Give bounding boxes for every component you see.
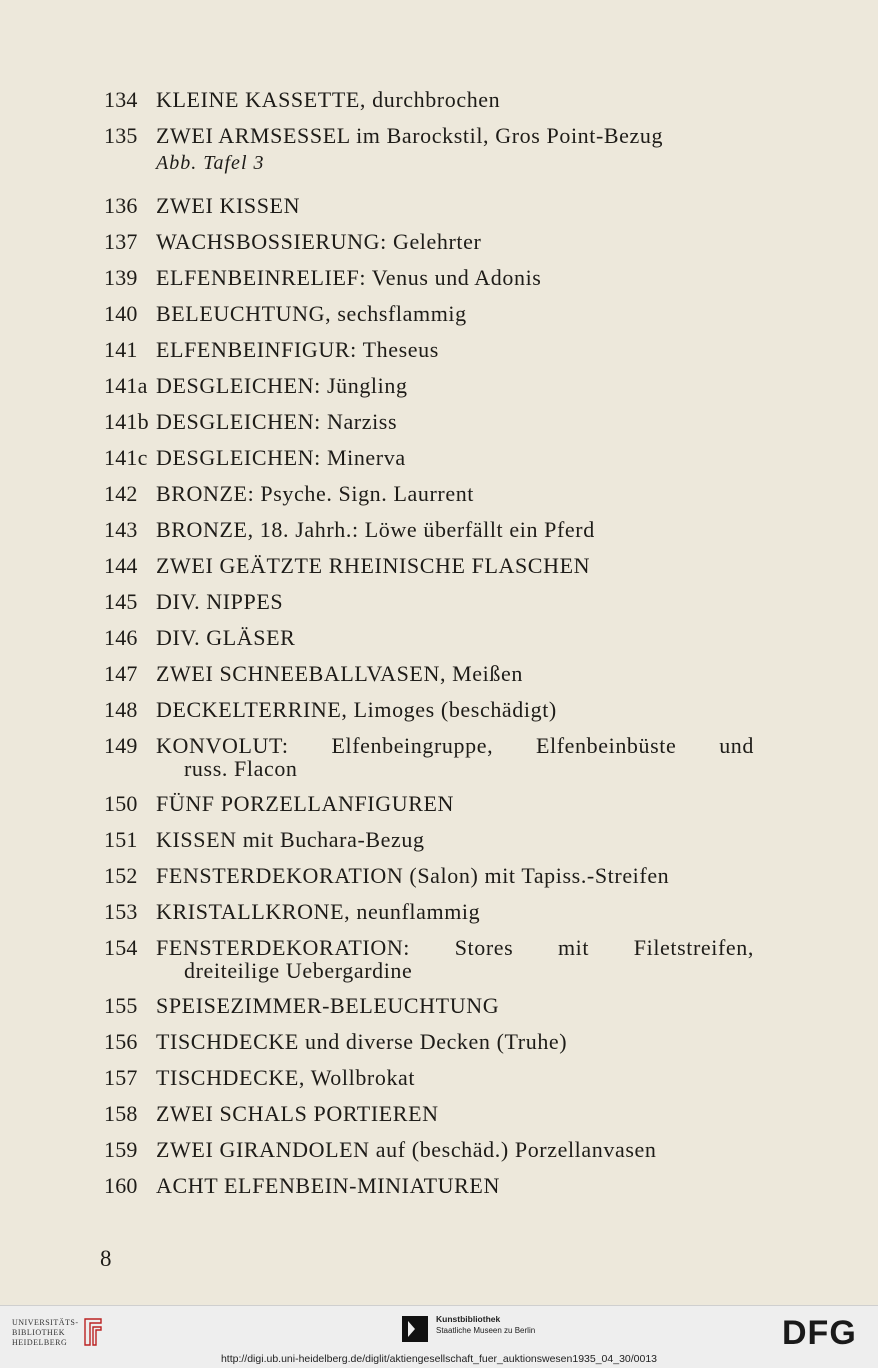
lot-description: TISCHDECKE, Wollbrokat <box>156 1065 416 1090</box>
lot-number: 134 <box>104 87 138 112</box>
list-item <box>104 266 754 289</box>
lot-number: 135 <box>104 123 138 148</box>
kunstbibliothek-name: Kunstbibliothek <box>436 1314 501 1324</box>
list-item <box>104 936 754 982</box>
lot-number: 136 <box>104 193 138 218</box>
lot-number: 157 <box>104 1065 138 1090</box>
lot-description: DIV. GLÄSER <box>156 625 296 650</box>
lot-number: 137 <box>104 229 138 254</box>
lot-description: ACHT ELFENBEIN-MINIATUREN <box>156 1173 500 1198</box>
lot-number: 145 <box>104 589 138 614</box>
lot-description: KONVOLUT: Elfenbeingruppe, Elfenbeinbüste und <box>156 733 754 758</box>
lot-number: 143 <box>104 517 138 542</box>
lot-number: 160 <box>104 1173 138 1198</box>
list-item <box>104 124 754 174</box>
list-item <box>104 518 754 541</box>
page-number: 8 <box>100 1246 112 1271</box>
lot-number: 141b <box>104 409 149 434</box>
list-item <box>104 1138 754 1161</box>
list-item <box>104 590 754 613</box>
list-item <box>104 994 754 1017</box>
lot-description: KLEINE KASSETTE, durchbrochen <box>156 87 501 112</box>
lot-description: BRONZE: Psyche. Sign. Laurrent <box>156 481 475 506</box>
list-item <box>104 734 754 780</box>
lot-description: ZWEI SCHNEEBALLVASEN, Meißen <box>156 661 523 686</box>
list-item <box>104 302 754 325</box>
lot-number: 141 <box>104 337 138 362</box>
lot-description: DECKELTERRINE, Limoges (beschädigt) <box>156 697 557 722</box>
lot-number: 141c <box>104 445 148 470</box>
list-item <box>104 1066 754 1089</box>
list-item <box>104 626 754 649</box>
lot-number: 147 <box>104 661 138 686</box>
lot-description: BELEUCHTUNG, sechsflammig <box>156 301 467 326</box>
list-item <box>104 410 754 433</box>
lot-number: 159 <box>104 1137 138 1162</box>
dfg-logo: DFG <box>782 1314 857 1352</box>
list-item <box>104 482 754 505</box>
lot-number: 144 <box>104 553 138 578</box>
lot-description: ELFENBEINRELIEF: Venus und Adonis <box>156 265 542 290</box>
lot-number: 156 <box>104 1029 138 1054</box>
lot-description: DESGLEICHEN: Narziss <box>156 409 398 434</box>
list-item <box>104 1102 754 1125</box>
list-item <box>104 554 754 577</box>
lot-number: 142 <box>104 481 138 506</box>
lot-description: SPEISEZIMMER-BELEUCHTUNG <box>156 993 500 1018</box>
lot-number: 158 <box>104 1101 138 1126</box>
list-item <box>104 446 754 469</box>
heidelberg-logo-icon <box>82 1315 104 1349</box>
list-item <box>104 338 754 361</box>
list-item <box>104 88 754 111</box>
university-library-logo-text: UNIVERSITÄTS- BIBLIOTHEK HEIDELBERG <box>12 1318 79 1347</box>
lot-description: BRONZE, 18. Jahrh.: Löwe überfällt ein Pferd <box>156 517 595 542</box>
lot-number: 153 <box>104 899 138 924</box>
lot-description: DIV. NIPPES <box>156 589 284 614</box>
lot-number: 152 <box>104 863 138 888</box>
lot-number: 155 <box>104 993 138 1018</box>
lot-number: 146 <box>104 625 138 650</box>
list-item <box>104 864 754 887</box>
lot-description-continued: russ. Flacon <box>184 756 298 782</box>
list-item <box>104 698 754 721</box>
lot-description: KRISTALLKRONE, neunflammig <box>156 899 481 924</box>
lot-number: 149 <box>104 733 138 758</box>
lot-description: ELFENBEINFIGUR: Theseus <box>156 337 439 362</box>
lot-number: 148 <box>104 697 138 722</box>
lot-number: 154 <box>104 935 138 960</box>
lot-description: FENSTERDEKORATION: Stores mit Filetstreifen, <box>156 935 754 960</box>
list-item <box>104 1030 754 1053</box>
lot-description: ZWEI SCHALS PORTIEREN <box>156 1101 439 1126</box>
list-item <box>104 900 754 923</box>
source-url[interactable]: http://digi.ub.uni-heidelberg.de/diglit/aktiengesellschaft_fuer_auktionswesen1935_04_30/0013 <box>220 1353 658 1365</box>
kunstbibliothek-sub: Staatliche Museen zu Berlin <box>436 1326 536 1335</box>
lot-description-continued: dreiteilige Uebergardine <box>184 958 413 984</box>
list-item <box>104 662 754 685</box>
lot-description: FÜNF PORZELLANFIGUREN <box>156 791 455 816</box>
list-item <box>104 194 754 217</box>
list-item <box>104 792 754 815</box>
lot-description: DESGLEICHEN: Jüngling <box>156 373 408 398</box>
list-item <box>104 1174 754 1197</box>
lot-number: 150 <box>104 791 138 816</box>
list-item <box>104 230 754 253</box>
lot-description: ZWEI KISSEN <box>156 193 301 218</box>
list-item <box>104 828 754 851</box>
lot-description: ZWEI GEÄTZTE RHEINISCHE FLASCHEN <box>156 553 591 578</box>
lot-number: 140 <box>104 301 138 326</box>
kunstbibliothek-mark-icon <box>402 1316 428 1342</box>
lot-number: 151 <box>104 827 138 852</box>
lot-number: 139 <box>104 265 138 290</box>
lot-description: TISCHDECKE und diverse Decken (Truhe) <box>156 1029 568 1054</box>
footer-bar <box>0 1305 878 1368</box>
lot-description: KISSEN mit Buchara-Bezug <box>156 827 425 852</box>
lot-number: 141a <box>104 373 148 398</box>
plate-reference: Abb. Tafel 3 <box>156 152 265 175</box>
lot-description: DESGLEICHEN: Minerva <box>156 445 406 470</box>
lot-description: WACHSBOSSIERUNG: Gelehrter <box>156 229 482 254</box>
lot-description: ZWEI ARMSESSEL im Barockstil, Gros Point-Bezug <box>156 123 664 148</box>
lot-description: FENSTERDEKORATION (Salon) mit Tapiss.-Streifen <box>156 863 670 888</box>
list-item <box>104 374 754 397</box>
lot-description: ZWEI GIRANDOLEN auf (beschäd.) Porzellanvasen <box>156 1137 657 1162</box>
